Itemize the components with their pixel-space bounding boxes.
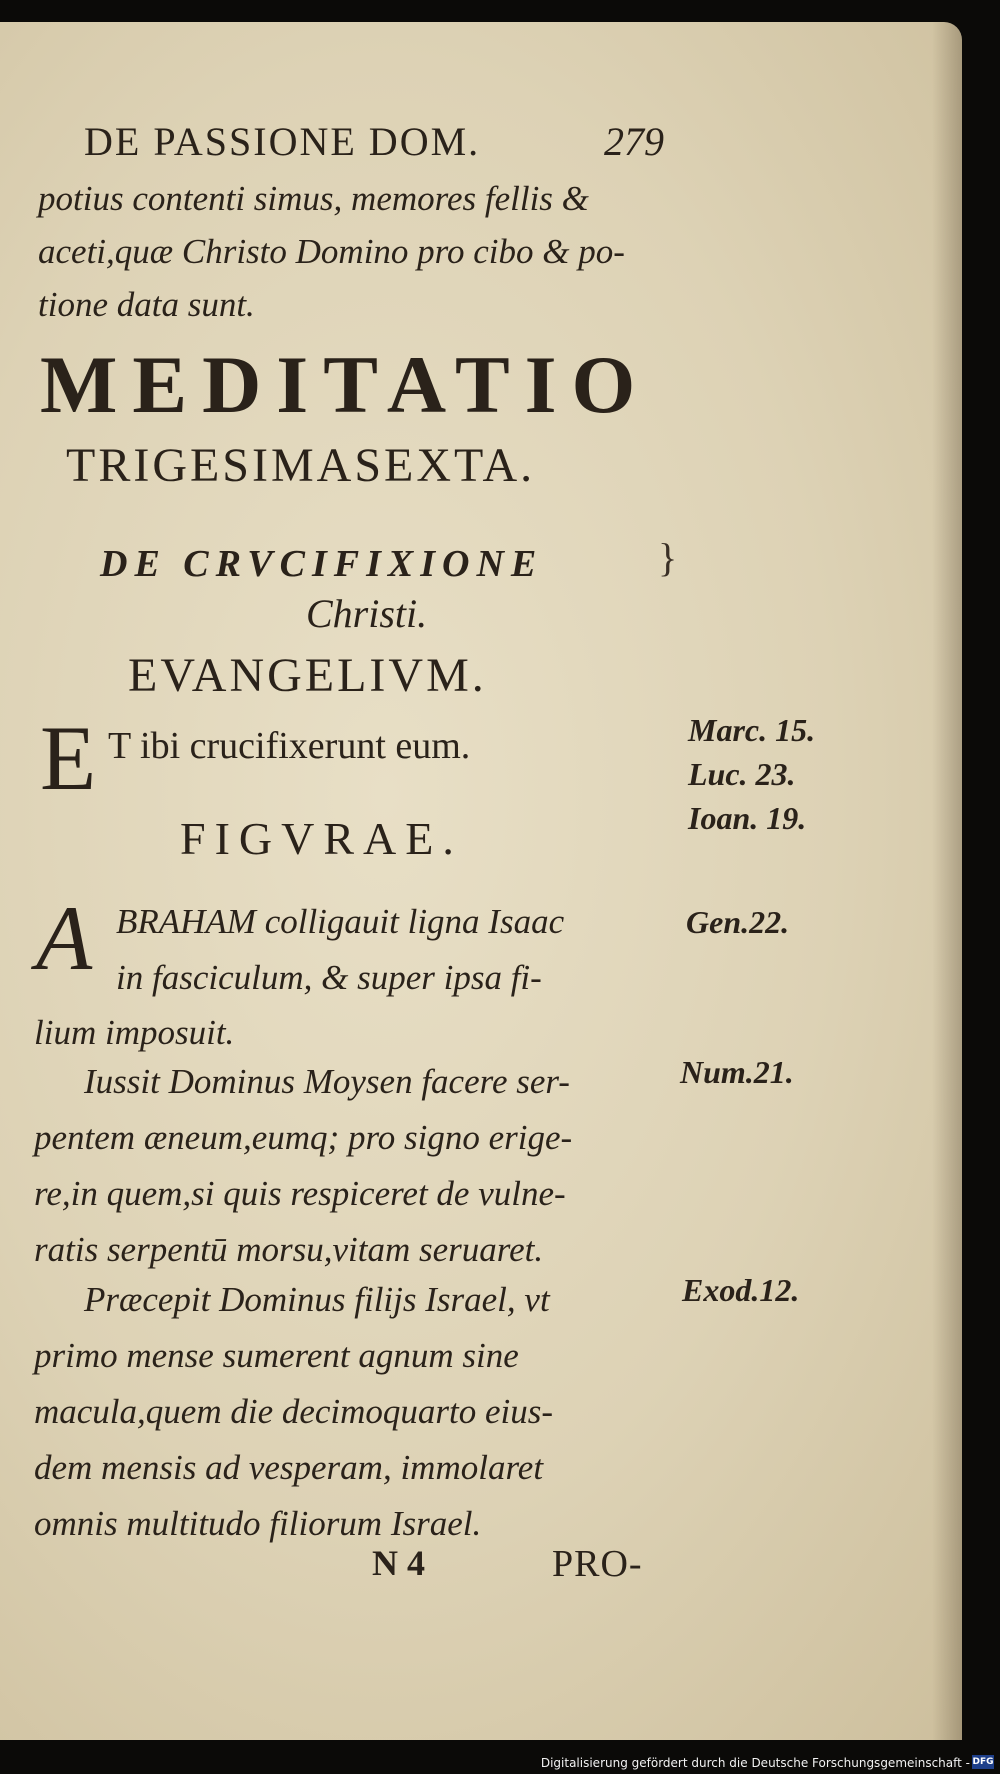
text-line: Iussit Dominus Moysen facere ser- [84, 1062, 570, 1101]
opening-paragraph [38, 172, 625, 331]
text-line: omnis multitudo filiorum Israel. [34, 1504, 482, 1543]
abraham-paragraph [116, 894, 564, 1006]
text-line: lium imposuit. [34, 1013, 235, 1052]
meditation-title: MEDITATIO [40, 339, 651, 430]
moses-paragraph [34, 1054, 572, 1278]
gospel-heading: EVANGELIVM. [128, 649, 487, 702]
brace-mark: } [658, 535, 678, 580]
text-line: primo mense sumerent agnum sine [34, 1336, 519, 1375]
margin-note-ioan: Ioan. 19. [688, 800, 807, 836]
margin-note-luc: Luc. 23. [688, 756, 796, 792]
figures-heading: FIGVRAE. [180, 813, 463, 864]
drop-cap-e: E [40, 707, 97, 809]
section-heading-christi: Christi. [306, 591, 428, 636]
margin-note-num: Num.21. [680, 1054, 794, 1090]
digitization-credit: Digitalisierung gefördert durch die Deutsche Forschungsgemeinschaft - [540, 1756, 970, 1770]
text-line: Præcepit Dominus filijs Israel, vt [84, 1280, 550, 1319]
book-page [0, 22, 962, 1740]
text-line: tione data sunt. [38, 285, 255, 324]
gospel-text: T ibi crucifixerunt eum. [108, 725, 471, 767]
dfg-logo: DFG [972, 1757, 994, 1767]
margin-note-gen: Gen.22. [686, 904, 790, 940]
text-line: macula,quem die decimoquarto eius- [34, 1392, 554, 1431]
margin-note-exod: Exod.12. [682, 1272, 800, 1308]
section-heading: DE CRVCIFIXIONE [100, 543, 544, 585]
text-line: dem mensis ad vesperam, immolaret [34, 1448, 544, 1487]
drop-cap-a: A [36, 887, 93, 989]
running-head: DE PASSIONE DOM. [84, 119, 481, 164]
passover-paragraph [34, 1272, 553, 1552]
text-line: aceti,quæ Christo Domino pro cibo & po- [38, 232, 625, 271]
catchword: PRO- [552, 1543, 643, 1585]
signature-mark: N 4 [372, 1543, 425, 1583]
meditation-subtitle: TRIGESIMASEXTA. [66, 439, 536, 492]
margin-note-marc: Marc. 15. [688, 712, 816, 748]
text-line: potius contenti simus, memores fellis & [38, 179, 589, 218]
text-line: pentem æneum,eumq; pro signo erige- [34, 1118, 573, 1157]
text-line: in fasciculum, & super ipsa fi- [116, 958, 542, 997]
page-number: 279 [604, 119, 664, 164]
text-line: ratis serpentū morsu,vitam seruaret. [34, 1230, 544, 1269]
text-line: re,in quem,si quis respiceret de vulne- [34, 1174, 566, 1213]
text-line: BRAHAM colligauit ligna Isaac [116, 902, 565, 941]
